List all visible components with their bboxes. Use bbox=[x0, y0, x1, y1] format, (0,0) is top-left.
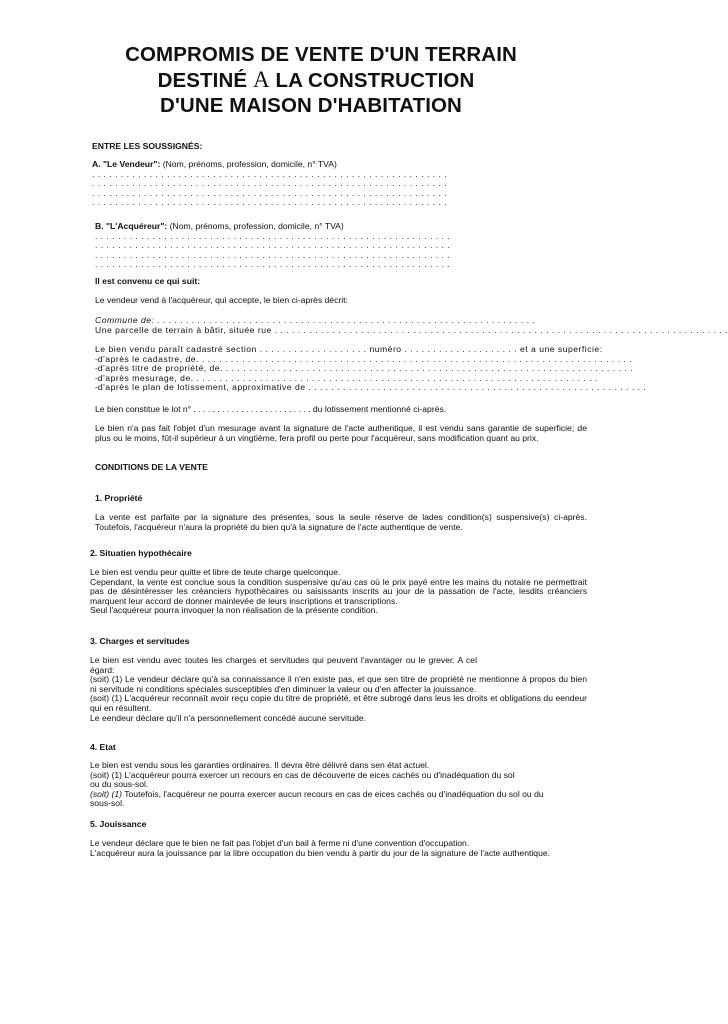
section-3-p1: Le bien est vendu avec toutes les charges et servitudes qui peuvent l'avantager ou le grever. A cel égard: bbox=[90, 655, 477, 675]
section-4-p3-text: Toutefois, l'acquéreur ne pourra exercer aucun recours en cas de eices cachés ou d'inadéquation du sol ou du sous-sol. bbox=[90, 788, 544, 809]
section-4-p3 bbox=[90, 790, 560, 809]
mesurage-paragraph: Le bien n'a pas fait l'objet d'un mesurage avant la signature de l'acte authentique, il est vendu sans garantie de superficie; de plus ou le moins, fût-il supérieur à un vingtième, fera profil ou perte pour l'acquéreur, sans modification quant au prix. bbox=[95, 423, 587, 443]
vendeur-dots-2: . . . . . . . . . . . . . . . . . . . . . . . . . . . . . . . . . . . . . . . . . . . . . . . . . . . . . . . . . . . . . . bbox=[92, 178, 448, 189]
commune-line: Commune de: . . . . . . . . . . . . . . . . . . . . . . . . . . . . . . . . . . . . . . . . . . . . . . . . . . . . . . . . . . . . . . . . . . bbox=[95, 315, 536, 325]
list-marker: - bbox=[95, 382, 98, 393]
convenu-intro: Le vendeur vend à l'acquéreur, qui accepte, le bien ci-après décrit: bbox=[95, 295, 348, 305]
acquereur-dots-4: . . . . . . . . . . . . . . . . . . . . . . . . . . . . . . . . . . . . . . . . . . . . . . . . . . . . . . . . . . . . . . bbox=[95, 259, 451, 270]
superficie-text: d'après le plan de lotissement, approximative de . . . . . . . . . . . . . . . . . . . . . . . . . . . . . . . . . . . . . . . . . . . . . . . . . . . . . . . . . . . bbox=[97, 382, 647, 393]
section-4-text bbox=[90, 761, 560, 809]
section-5-text bbox=[90, 839, 587, 858]
parcelle-line: Une parcelle de terrain à bâtir, située rue . . . . . . . . . . . . . . . . . . . . . . . . . . . . . . . . . . . . . . . . . . . . . . . . . . . . . . . . . . . . . . . . . . . . . . . . . . . . . . . bbox=[95, 324, 728, 335]
section-2-text bbox=[90, 568, 587, 616]
bien-block bbox=[95, 315, 728, 335]
convenu-heading: Il est convenu ce qui suit: bbox=[95, 276, 201, 286]
title-line-2 bbox=[0, 67, 622, 93]
section-1-text: La vente est parfaite par la signature des présentes, sous la seule réserve de lades condition(s) suspensive(s) ci-après. Toutefois, l'acquéreur n'aura la propriété du bien qu'à la signature de l'acte authentique de vente. bbox=[95, 512, 587, 532]
title-line-3: D'UNE MAISON D'HABITATION bbox=[160, 94, 462, 117]
superficie-item bbox=[95, 382, 647, 393]
vendeur-label: A. "Le Vendeur": bbox=[92, 159, 161, 169]
vendeur-dots-3: . . . . . . . . . . . . . . . . . . . . . . . . . . . . . . . . . . . . . . . . . . . . . . . . . . . . . . . . . . . . . . bbox=[92, 187, 448, 198]
section-3-p2: (soit) (1) Le vendeur déclare qu'à sa connaissance il n'en existe pas, et que sen titre de propriété ne mentionne à propos du bien ni servitude ni conditions spéciales susceptibles d'en diminuer la valeur ou d'en affecter la jouissance. bbox=[90, 674, 587, 694]
section-2-p2: Cependant, la vente est conclue sous la condition suspensive qu'au cas où le prix payé entre les mains du notaire ne permettrait pas de désintéresser les créanciers hypothécaires ou saisissants inscrits au jour de la passation de l'acte, lesdits créanciers marquent leur accord de donner mainlevée de leurs inscriptions et transcriptions. bbox=[90, 576, 587, 606]
vendeur-hint: (Nom, prénoms, profession, domicile, n° TVA) bbox=[160, 159, 337, 169]
vendeur-block bbox=[92, 159, 448, 208]
section-4-p2: (soit) (1) L'acquéreur pourra exercer un recours en cas de découverte de eices cachés ou d'inadéquation du sol ou du sous-sol. bbox=[90, 769, 515, 790]
title-line-2-letter: A bbox=[252, 67, 270, 92]
title-line-2a: DESTINÉ bbox=[157, 69, 253, 92]
title-line-2b: LA CONSTRUCTION bbox=[269, 69, 475, 92]
title-line-1: COMPROMIS DE VENTE D'UN TERRAIN bbox=[125, 43, 517, 66]
acquereur-block bbox=[95, 221, 451, 270]
acquereur-dots-1: . . . . . . . . . . . . . . . . . . . . . . . . . . . . . . . . . . . . . . . . . . . . . . . . . . . . . . . . . . . . . . bbox=[95, 230, 451, 241]
section-4-p3-prefix: (soit) (1) bbox=[90, 788, 122, 799]
section-5-p2: L'acquéreur aura la jouissance par la libre occupation du bien vendu à partir du jour de la signature de l'acte authentique. bbox=[90, 847, 551, 858]
cadastre-line: Le bien vendu paraît cadastré section . . . . . . . . . . . . . . . . . . . numéro . . . . . . . . . . . . . . . . . . . . et a une superficie: bbox=[95, 344, 603, 354]
section-3-title: 3. Charges et servitudes bbox=[90, 636, 190, 646]
vendeur-dots-4: . . . . . . . . . . . . . . . . . . . . . . . . . . . . . . . . . . . . . . . . . . . . . . . . . . . . . . . . . . . . . . bbox=[92, 197, 448, 208]
acquereur-dots-3: . . . . . . . . . . . . . . . . . . . . . . . . . . . . . . . . . . . . . . . . . . . . . . . . . . . . . . . . . . . . . . bbox=[95, 249, 451, 260]
section-5-p1: Le vendeur déclare que le bien ne fait pas l'objet d'un bail à ferme ni d'une convention d'occupation. bbox=[90, 838, 470, 848]
superficie-text: d'après mesurage, de. . . . . . . . . . . . . . . . . . . . . . . . . . . . . . . . . . . . . . . . . . . . . . . . . . . . . . . . . . . . . . . . . . . . . . . bbox=[97, 372, 598, 383]
acquereur-hint: (Nom, prénoms, profession, domicile, n° TVA) bbox=[167, 221, 344, 231]
vendeur-dots-1: . . . . . . . . . . . . . . . . . . . . . . . . . . . . . . . . . . . . . . . . . . . . . . . . . . . . . . . . . . . . . . bbox=[92, 168, 448, 179]
cadastre-block bbox=[95, 344, 647, 393]
parties-heading: ENTRE LES SOUSSIGNÉS: bbox=[92, 141, 203, 151]
acquereur-dots-2: . . . . . . . . . . . . . . . . . . . . . . . . . . . . . . . . . . . . . . . . . . . . . . . . . . . . . . . . . . . . . . bbox=[95, 240, 451, 251]
section-3-p3: (soit) (1) L'acquéreur reconnaît avoir reçu copie du titre de propriété, et être subrogé dans leus les droits et obligations du eendeur qui en résultent. bbox=[90, 693, 587, 713]
section-2-p3: Seul l'acquéreur pourra invoquer la non réalisation de la présente condition. bbox=[90, 605, 378, 616]
conditions-heading: CONDITIONS DE LA VENTE bbox=[95, 462, 208, 472]
acquereur-label: B. "L'Acquéreur": bbox=[95, 221, 168, 231]
section-4-p1: Le bien est vendu sous les garanties ordinaires. Il devra être délivré dans sen état actuel. bbox=[90, 760, 430, 770]
section-4-title: 4. Etat bbox=[90, 742, 116, 752]
superficie-text: d'après le cadastre, de. . . . . . . . . . . . . . . . . . . . . . . . . . . . . . . . . . . . . . . . . . . . . . . . . . . . . . . . . . . . . . . . . . . . . . . . . . . . bbox=[97, 353, 633, 364]
section-3-p4: Le eendeur déclare qu'il n'a personnellement concédé aucune servitude. bbox=[90, 712, 367, 723]
superficie-text: d'après titre de propriété, de. . . . . . . . . . . . . . . . . . . . . . . . . . . . . . . . . . . . . . . . . . . . . . . . . . . . . . . . . . . . . . . . . . . . . . . . bbox=[97, 363, 634, 374]
document-title bbox=[0, 42, 622, 118]
section-1-title: 1. Propriété bbox=[95, 493, 143, 503]
lot-line: Le bien constitue le lot n° . . . . . . . . . . . . . . . . . . . . . . . . . du lotissement mentionné ci-après. bbox=[95, 404, 447, 414]
list-marker: - bbox=[95, 372, 98, 383]
section-5-title: 5. Jouissance bbox=[90, 819, 147, 829]
list-marker: - bbox=[95, 353, 98, 364]
section-2-title: 2. Situatien hypothécaire bbox=[90, 548, 192, 558]
section-3-text bbox=[90, 656, 587, 723]
list-marker: - bbox=[95, 363, 98, 374]
section-2-p1: Le bien est vendu peur quitte et libre de teute charge quelconque. bbox=[90, 567, 341, 577]
